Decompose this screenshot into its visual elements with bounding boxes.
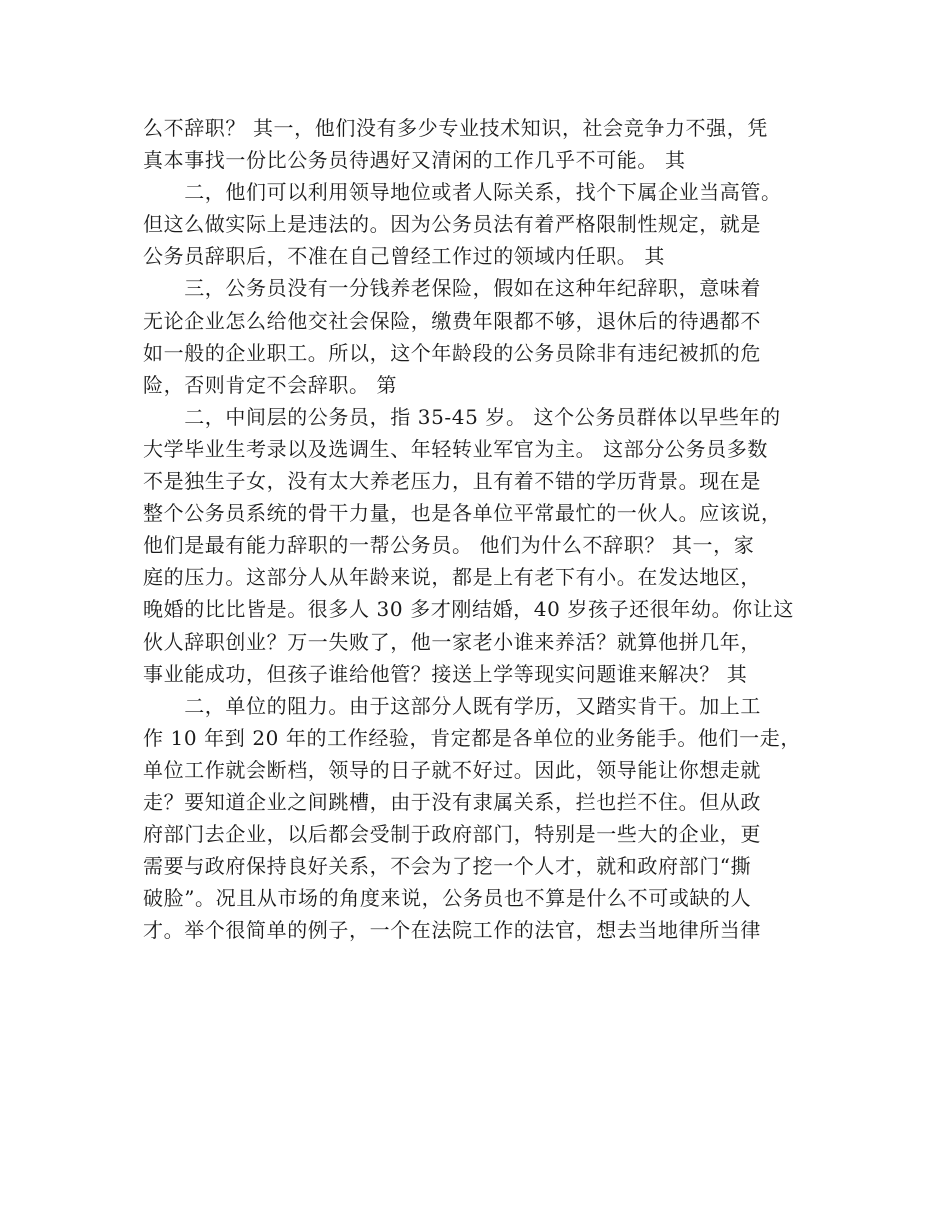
text-line: 二，单位的阻力。由于这部分人既有学历，又踏实肯干。加上工 — [143, 693, 761, 718]
text-line: 府部门去企业，以后都会受制于政府部门，特别是一些大的企业，更 — [143, 822, 761, 847]
text-line: 他们是最有能力辞职的一帮公务员。 他们为什么不辞职？ 其一，家 — [143, 533, 755, 558]
text-line: 作 10 年到 20 年的工作经验，肯定都是各单位的业务能手。他们一走， — [143, 725, 801, 750]
text-line: 才。举个很简单的例子，一个在法院工作的法官，想去当地律所当律 — [143, 918, 761, 943]
text-line: 么不辞职？ 其一，他们没有多少专业技术知识，社会竞争力不强，凭 — [143, 116, 768, 140]
text-line: 公务员辞职后，不准在自己曾经工作过的领域内任职。 其 — [143, 244, 665, 269]
text-line: 庭的压力。这部分人从年龄来说，都是上有老下有小。在发达地区， — [143, 565, 761, 590]
text-line: 如一般的企业职工。所以，这个年龄段的公务员除非有违纪被抓的危 — [143, 340, 761, 365]
text-line: 不是独生子女，没有太大养老压力，且有着不错的学历背景。现在是 — [143, 469, 761, 494]
text-line: 伙人辞职创业？万一失败了，他一家老小谁来养活？就算他拼几年， — [143, 629, 761, 654]
text-line: 破脸”。况且从市场的角度来说，公务员也不算是什么不可或缺的人 — [143, 886, 752, 911]
text-line: 大学毕业生考录以及选调生、年轻转业军官为主。 这部分公务员多数 — [143, 436, 768, 461]
text-line: 但这么做实际上是违法的。因为公务员法有着严格限制性规定，就是 — [143, 212, 761, 237]
text-line: 走？要知道企业之间跳槽，由于没有隶属关系，拦也拦不住。但从政 — [143, 789, 761, 814]
text-line: 险，否则肯定不会辞职。 第 — [143, 372, 398, 397]
text-line: 二，中间层的公务员，指 35-45 岁。 这个公务员群体以早些年的 — [143, 404, 781, 429]
text-line: 需要与政府保持良好关系，不会为了挖一个人才，就和政府部门“撕 — [143, 854, 752, 879]
text-line: 无论企业怎么给他交社会保险，缴费年限都不够，退休后的待遇都不 — [143, 308, 761, 333]
text-line: 整个公务员系统的骨干力量，也是各单位平常最忙的一伙人。应该说， — [143, 501, 782, 526]
text-line: 二，他们可以利用领导地位或者人际关系，找个下属企业当高管。 — [143, 180, 782, 205]
text-line: 三，公务员没有一分钱养老保险，假如在这种年纪辞职，意味着 — [143, 276, 761, 301]
body-text — [143, 112, 823, 946]
text-line: 事业能成功，但孩子谁给他管？接送上学等现实问题谁来解决？ 其 — [143, 661, 748, 686]
text-line: 单位工作就会断档，领导的日子就不好过。因此，领导能让你想走就 — [143, 757, 761, 782]
text-line: 真本事找一份比公务员待遇好又清闲的工作几乎不可能。 其 — [143, 148, 686, 173]
text-line: 晚婚的比比皆是。很多人 30 多才刚结婚，40 岁孩子还很年幼。你让这 — [143, 597, 794, 622]
